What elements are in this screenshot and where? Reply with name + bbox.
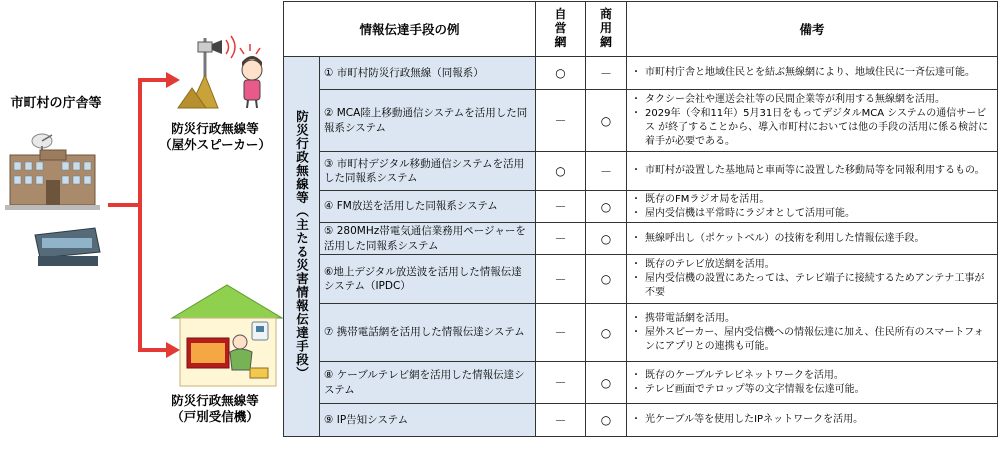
self-network-cell: －	[536, 223, 586, 255]
notes-list	[631, 93, 993, 149]
arrow-head-bottom	[166, 342, 180, 358]
note-item: ・ テレビ画面でテロップ等の文字情報を伝達可能。	[631, 383, 993, 397]
header-notes: 備考	[627, 2, 998, 57]
header-commercial-network-label: 商用網	[599, 7, 612, 49]
method-name-cell: ⑨ IP告知システム	[320, 404, 536, 437]
office-label: 市町村の庁舎等	[10, 96, 102, 111]
notes-cell	[627, 223, 998, 255]
communication-methods-table	[283, 1, 998, 437]
notes-list	[631, 164, 993, 178]
notes-cell	[627, 404, 998, 437]
commercial-network-cell: ○	[586, 255, 627, 304]
header-method: 情報伝達手段の例	[284, 2, 536, 57]
note-item: ・ 市町村庁舎と地域住民とを結ぶ無線網により、地域住民に一斉伝達可能。	[631, 66, 993, 80]
header-self-network-label: 自営網	[554, 7, 567, 49]
table-row	[284, 255, 998, 304]
notes-list	[631, 312, 993, 354]
notes-list	[631, 232, 993, 246]
note-item: ・ 無線呼出し（ポケットベル）の技術を利用した情報伝達手段。	[631, 232, 993, 246]
header-commercial-network	[586, 2, 627, 57]
self-network-cell: －	[536, 90, 586, 152]
self-network-cell: ○	[536, 57, 586, 90]
note-item: ・ 既存のFMラジオ局を活用。	[631, 193, 993, 207]
commercial-network-cell: ○	[586, 404, 627, 437]
note-item: ・ 携帯電話網を活用。	[631, 312, 993, 326]
header-self-network	[536, 2, 586, 57]
speaker-label-line2: （屋外スピーカー）	[159, 137, 271, 152]
note-item: ・ 屋外スピーカー、屋内受信機への情報伝達に加え、住民所有のスマートフォンにアプリとの連携も可能。	[631, 326, 993, 354]
table-row	[284, 362, 998, 404]
method-name-cell: ⑥地上デジタル放送波を活用した情報伝達システム（IPDC）	[320, 255, 536, 304]
category-label: 防災行政無線等（主たる災害情報伝達手段）	[294, 110, 310, 380]
commercial-network-cell: －	[586, 57, 627, 90]
note-item: ・ 既存のケーブルテレビネットワークを活用。	[631, 369, 993, 383]
control-console-icon	[35, 228, 100, 266]
table-row	[284, 57, 998, 90]
speaker-label-line1: 防災行政無線等	[171, 121, 259, 136]
notes-list	[631, 193, 993, 221]
notes-list	[631, 258, 993, 300]
notes-cell	[627, 57, 998, 90]
commercial-network-cell: ○	[586, 362, 627, 404]
table-row	[284, 152, 998, 191]
self-network-cell: －	[536, 304, 586, 362]
note-item: ・ タクシー会社や運送会社等の民間企業等が利用する無線網を活用。	[631, 93, 993, 107]
notes-list	[631, 369, 993, 397]
note-item: ・ 2029年（令和11年）5月31日をもってデジタルMCA システムの通信サービス が終了することから、導入市町村においては他の手段の活用に係る検討に着手が必要である。	[631, 107, 993, 149]
method-name-cell: ⑦ 携帯電話網を活用した情報伝達システム	[320, 304, 536, 362]
table-row	[284, 90, 998, 152]
commercial-network-cell: ○	[586, 304, 627, 362]
category-cell	[284, 57, 320, 437]
self-network-cell: ○	[536, 152, 586, 191]
left-diagram	[0, 0, 283, 460]
notes-list	[631, 66, 993, 80]
note-item: ・ 市町村が設置した基地局と車両等に設置した移動局等を同報利用するもの。	[631, 164, 993, 178]
notes-cell	[627, 152, 998, 191]
commercial-network-cell: －	[586, 152, 627, 191]
notes-cell	[627, 191, 998, 223]
self-network-cell: －	[536, 404, 586, 437]
commercial-network-cell: ○	[586, 223, 627, 255]
self-network-cell: －	[536, 362, 586, 404]
note-item: ・ 光ケーブル等を使用したIPネットワークを活用。	[631, 413, 993, 427]
method-name-cell: ④ FM放送を活用した同報系システム	[320, 191, 536, 223]
notes-cell	[627, 90, 998, 152]
outdoor-speaker-icon	[178, 36, 235, 108]
note-item: ・ 既存のテレビ放送網を活用。	[631, 258, 993, 272]
method-name-cell: ⑤ 280MHz帯電気通信業務用ページャーを活用した同報系システム	[320, 223, 536, 255]
table-body	[284, 57, 998, 437]
town-hall-building-icon	[5, 150, 100, 210]
method-name-cell: ③ 市町村デジタル移動通信システムを活用した同報系システム	[320, 152, 536, 191]
home-receiver-label-line2: （戸別受信機）	[171, 409, 259, 424]
resident-figure-icon	[240, 44, 262, 108]
method-name-cell: ① 市町村防災行政無線（同報系）	[320, 57, 536, 90]
notes-cell	[627, 255, 998, 304]
notes-cell	[627, 304, 998, 362]
notes-list	[631, 413, 993, 427]
table-row	[284, 304, 998, 362]
arrow-head-top	[166, 72, 180, 88]
method-name-cell: ⑧ ケーブルテレビ網を活用した情報伝達システム	[320, 362, 536, 404]
note-item: ・ 屋内受信機の設置にあたっては、テレビ端子に接続するためアンテナ工事が不要	[631, 272, 993, 300]
self-network-cell: －	[536, 191, 586, 223]
commercial-network-cell: ○	[586, 90, 627, 152]
house-with-receiver-icon	[172, 285, 282, 386]
commercial-network-cell: ○	[586, 191, 627, 223]
method-name-cell: ② MCA陸上移動通信システムを活用した同報系システム	[320, 90, 536, 152]
self-network-cell: －	[536, 255, 586, 304]
note-item: ・ 屋内受信機は平常時にラジオとして活用可能。	[631, 207, 993, 221]
table-row	[284, 191, 998, 223]
home-receiver-label-line1: 防災行政無線等	[171, 393, 259, 408]
notes-cell	[627, 362, 998, 404]
table-row	[284, 223, 998, 255]
table-row	[284, 404, 998, 437]
